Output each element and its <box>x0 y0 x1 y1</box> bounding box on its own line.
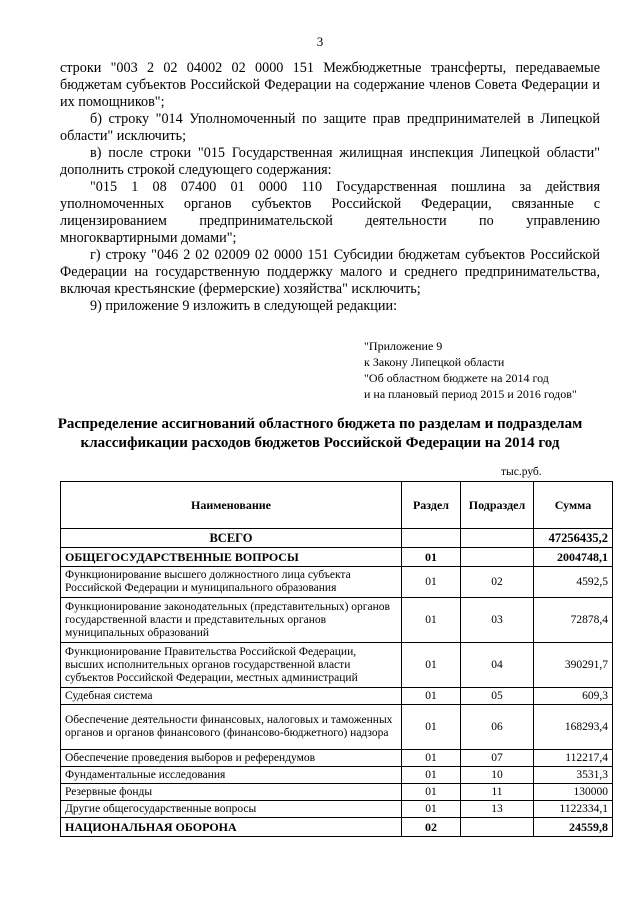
cell-name: Другие общегосударственные вопросы <box>61 801 402 818</box>
header-section: Раздел <box>402 482 461 529</box>
cell-subsection: 05 <box>461 688 534 705</box>
cell-section: 02 <box>402 818 461 837</box>
cell-name: ВСЕГО <box>61 529 402 548</box>
cell-name: Функционирование законодательных (представительных) органов государственной власти и представительных органов муниципальных образований <box>61 598 402 643</box>
table-row <box>61 643 613 688</box>
cell-subsection: 13 <box>461 801 534 818</box>
cell-section: 01 <box>402 688 461 705</box>
cell-subsection <box>461 818 534 837</box>
cell-name: Фундаментальные исследования <box>61 767 402 784</box>
table-row <box>61 818 613 837</box>
cell-name: Резервные фонды <box>61 784 402 801</box>
page-number: 3 <box>316 34 324 49</box>
table-row <box>61 705 613 750</box>
cell-sum: 2004748,1 <box>534 548 613 567</box>
paragraph-item-g: г) строку "046 2 02 02009 02 0000 151 Субсидии бюджетам субъектов Российской Федерации на государственную поддержку малого и среднего предпринимательства, включая крестьянские (фермерские) хозяйства" исключить; <box>60 247 600 297</box>
cell-subsection <box>461 548 534 567</box>
cell-section: 01 <box>402 567 461 598</box>
cell-name: Функционирование высшего должностного лица субъекта Российской Федерации и муниципального образования <box>61 567 402 598</box>
cell-section: 01 <box>402 801 461 818</box>
cell-subsection: 10 <box>461 767 534 784</box>
table-row <box>61 801 613 818</box>
cell-subsection: 11 <box>461 784 534 801</box>
cell-section: 01 <box>402 767 461 784</box>
appendix-note-line: "Приложение 9 <box>364 339 443 353</box>
paragraph-inserted-line-015: "015 1 08 07400 01 0000 110 Государственная пошлина за действия уполномоченных органов субъектов Российской Федерации, связанные с лицензированием предпринимательской деятельности по управлению многоквартирными домами"; <box>60 179 600 246</box>
table-row-total <box>61 529 613 548</box>
cell-sum: 4592,5 <box>534 567 613 598</box>
table-title-line: классификации расходов бюджетов Российской Федерации на 2014 год <box>80 435 560 451</box>
table-row <box>61 598 613 643</box>
cell-section: 01 <box>402 750 461 767</box>
cell-sum: 168293,4 <box>534 705 613 750</box>
cell-subsection: 07 <box>461 750 534 767</box>
units-label: тыс.руб. <box>501 466 542 478</box>
appendix-note-line: "Об областном бюджете на 2014 год <box>364 371 549 385</box>
header-sum: Сумма <box>534 482 613 529</box>
cell-sum: 72878,4 <box>534 598 613 643</box>
cell-sum: 609,3 <box>534 688 613 705</box>
paragraph-line-003: строки "003 2 02 04002 02 0000 151 Межбюджетные трансферты, передаваемые бюджетам субъектов Российской Федерации на содержание членов Совета Федерации и их помощников"; <box>60 60 600 110</box>
cell-subsection: 06 <box>461 705 534 750</box>
cell-section: 01 <box>402 548 461 567</box>
cell-section: 01 <box>402 598 461 643</box>
table-row <box>61 688 613 705</box>
appendix-note-line: к Закону Липецкой области <box>364 355 505 369</box>
budget-table <box>60 481 613 837</box>
cell-sum: 1122334,1 <box>534 801 613 818</box>
cell-sum: 390291,7 <box>534 643 613 688</box>
cell-sum: 24559,8 <box>534 818 613 837</box>
cell-name: Обеспечение деятельности финансовых, налоговых и таможенных органов и органов финансового (финансово-бюджетного) надзора <box>61 705 402 750</box>
cell-sum: 130000 <box>534 784 613 801</box>
cell-subsection: 04 <box>461 643 534 688</box>
cell-name: Функционирование Правительства Российской Федерации, высших исполнительных органов государственной власти субъектов Российской Федерации, местных администраций <box>61 643 402 688</box>
paragraph-item-9: 9) приложение 9 изложить в следующей редакции: <box>90 298 398 314</box>
header-subsection: Подраздел <box>461 482 534 529</box>
cell-subsection: 03 <box>461 598 534 643</box>
cell-subsection: 02 <box>461 567 534 598</box>
table-header-row <box>61 482 613 529</box>
appendix-note <box>364 338 624 402</box>
cell-name: Обеспечение проведения выборов и референдумов <box>61 750 402 767</box>
table-row <box>61 567 613 598</box>
cell-subsection <box>461 529 534 548</box>
cell-name: НАЦИОНАЛЬНАЯ ОБОРОНА <box>61 818 402 837</box>
cell-sum: 3531,3 <box>534 767 613 784</box>
table-row <box>61 784 613 801</box>
table-title-line: Распределение ассигнований областного бюджета по разделам и подразделам <box>57 416 583 432</box>
cell-name: ОБЩЕГОСУДАРСТВЕННЫЕ ВОПРОСЫ <box>61 548 402 567</box>
cell-name: Судебная система <box>61 688 402 705</box>
paragraph-item-b: б) строку "014 Уполномоченный по защите прав предпринимателей в Липецкой области" исключить; <box>60 111 600 144</box>
header-name: Наименование <box>61 482 402 529</box>
cell-section: 01 <box>402 643 461 688</box>
cell-section: 01 <box>402 705 461 750</box>
table-title <box>40 415 600 453</box>
cell-sum: 47256435,2 <box>534 529 613 548</box>
cell-section <box>402 529 461 548</box>
table-row <box>61 750 613 767</box>
appendix-note-line: и на плановый период 2015 и 2016 годов" <box>364 387 577 401</box>
table-row <box>61 767 613 784</box>
paragraph-item-v: в) после строки "015 Государственная жилищная инспекция Липецкой области" дополнить строкой следующего содержания: <box>60 145 600 178</box>
cell-section: 01 <box>402 784 461 801</box>
table-row <box>61 548 613 567</box>
cell-sum: 112217,4 <box>534 750 613 767</box>
